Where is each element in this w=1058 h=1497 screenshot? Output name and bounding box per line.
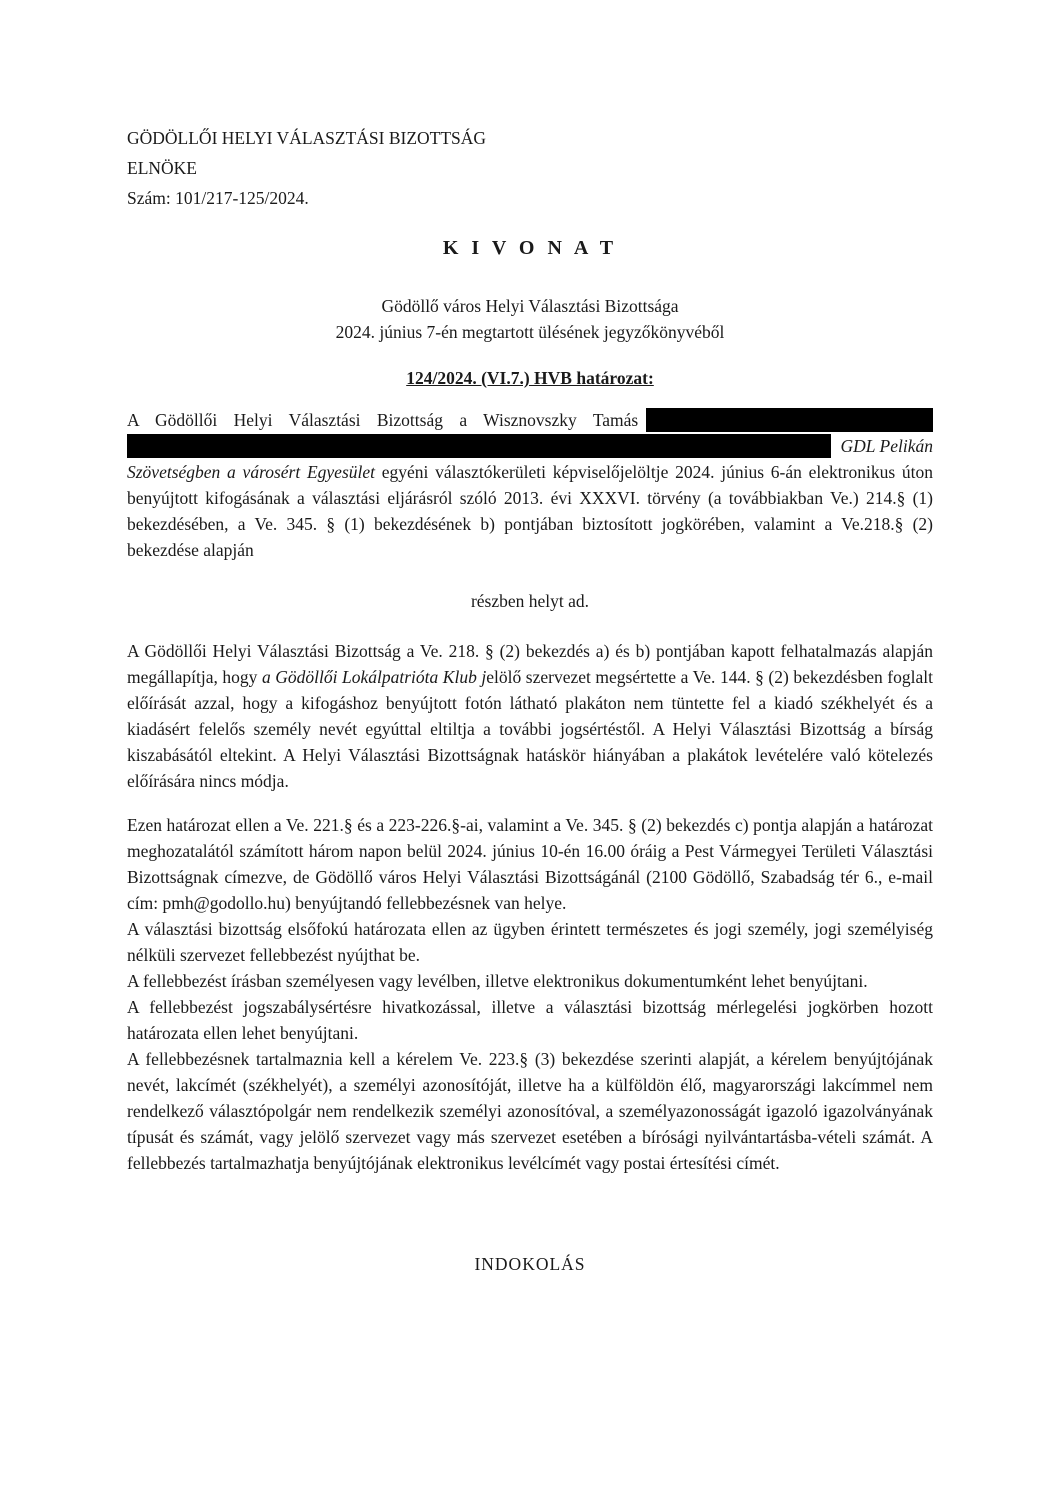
decision-body-part2: elölő szervezet megsértette a Ve. 144. § (2) bekezdésben foglalt előírását azzal, hogy a kifogáshoz benyújtott fotón látható plakáton nem tüntette fel a kiadó székhelyét és a kiadásért felelős személy nevét egyúttal eltiltja a további jogsértéstől. A Helyi Választási Bizottság a bírság kiszabásától eltekint. A Helyi Választási Bizottságnak hatáskör hiányában a plakátok levételére való kötelezés előírására nincs módja.: [127, 667, 933, 791]
section-heading-indokolas: INDOKOLÁS: [474, 1253, 586, 1274]
subtitle-session-date: 2024. június 7-én megtartott ülésének jegyzőkönyvéből: [335, 322, 725, 342]
appeal-paragraph-deadline: Ezen határozat ellen a Ve. 221.§ és a 223-226.§-ai, valamint a Ve. 345. § (2) bekezdés c) pontja alapján a határozat meghozatalától számított három napon belül 2024. június 10-én 16.00 óráig a Pest Vármegyei Területi Választási Bizottságnak címezve, de Gödöllő város Helyi Választási Bizottságánál (2100 Gödöllő, Szabadság tér 6., e-mail cím: pmh@godollo.hu) benyújtandó fellebbezésnek van helye.: [127, 814, 933, 913]
subtitle-committee: Gödöllő város Helyi Választási Bizottsága: [381, 296, 679, 316]
decision-body-paragraph: [127, 638, 933, 794]
intro-continuation: [127, 459, 933, 563]
decision-body-org-italic: a Gödöllői Lokálpatrióta Klub j: [261, 667, 487, 687]
subtitle-block: [127, 293, 933, 345]
appeal-paragraph-form: A fellebbezést írásban személyesen vagy levélben, illetve elektronikus dokumentumként lehet benyújtani.: [127, 970, 868, 991]
redaction-bar-2: [127, 434, 831, 458]
appeal-info-block: [127, 812, 933, 1176]
document-header: [127, 123, 933, 213]
redaction-bar-1: [646, 408, 933, 432]
decision-body-part1: A Gödöllői Helyi Választási Bizottság a Ve. 218. § (2) bekezdés a) és b) pontjában kapott felhatalmazás alapján megállapítja, hogy: [127, 641, 933, 687]
intro-continuation-text: egyéni választókerületi képviselőjelöltje 2024. június 6-án elektronikus úton benyújtott kifogásának a választási eljárásról szóló 2013. évi XXXVI. törvény (a továbbiakban Ve.) 214.§ (1) bekezdésében, a Ve. 345. § (1) bekezdésének b) pontjában biztosított jogkörében, valamint a Ve.218.§ (2) bekezdése alapján: [127, 462, 933, 560]
intro-line-2: [127, 433, 933, 459]
nominating-org-name-part1: GDL Pelikán: [840, 436, 933, 456]
decision-heading: 124/2024. (VI.7.) HVB határozat:: [406, 368, 654, 388]
doc-number: Szám: 101/217-125/2024.: [127, 188, 309, 208]
intro-line-1: [127, 407, 933, 433]
document-title: K I V O N A T: [442, 237, 618, 259]
appeal-paragraph-who: A választási bizottság elsőfokú határozata ellen az ügyben érintett természetes és jogi személy, jogi személyiség nélküli szervezet fellebbezést nyújthat be.: [127, 918, 933, 965]
org-role: ELNÖKE: [127, 158, 197, 178]
intro-line-1-text: A Gödöllői Helyi Választási Bizottság a Wisznovszky Tamás: [127, 410, 639, 430]
ruling-statement: részben helyt ad.: [470, 591, 590, 611]
appeal-paragraph-content: A fellebbezésnek tartalmaznia kell a kérelem Ve. 223.§ (3) bekezdése szerinti alapját, a kérelem benyújtójának nevét, lakcímét (székhelyét), a személyi azonosítóját, illetve ha a külföldön élő, magyarországi lakcímmel nem rendelkező választópolgár nem rendelkezik személyi azonosítóval, a személyazonosságát igazoló igazolványának típusát és számát, vagy jelölő szervezet vagy más szervezet esetében a bírósági nyilvántartásba-vételi számát. A fellebbezés tartalmazhatja benyújtójának elektronikus levélcímét vagy postai értesítési címét.: [127, 1048, 933, 1173]
org-name: GÖDÖLLŐI HELYI VÁLASZTÁSI BIZOTTSÁG: [127, 128, 487, 148]
nominating-org-name-part2: Szövetségben a városért Egyesület: [127, 462, 376, 482]
decision-intro-paragraph: [127, 407, 933, 563]
appeal-paragraph-grounds: A fellebbezést jogszabálysértésre hivatkozással, illetve a választási bizottság mérlegelési jogkörben hozott határozata ellen lehet benyújtani.: [127, 996, 933, 1043]
